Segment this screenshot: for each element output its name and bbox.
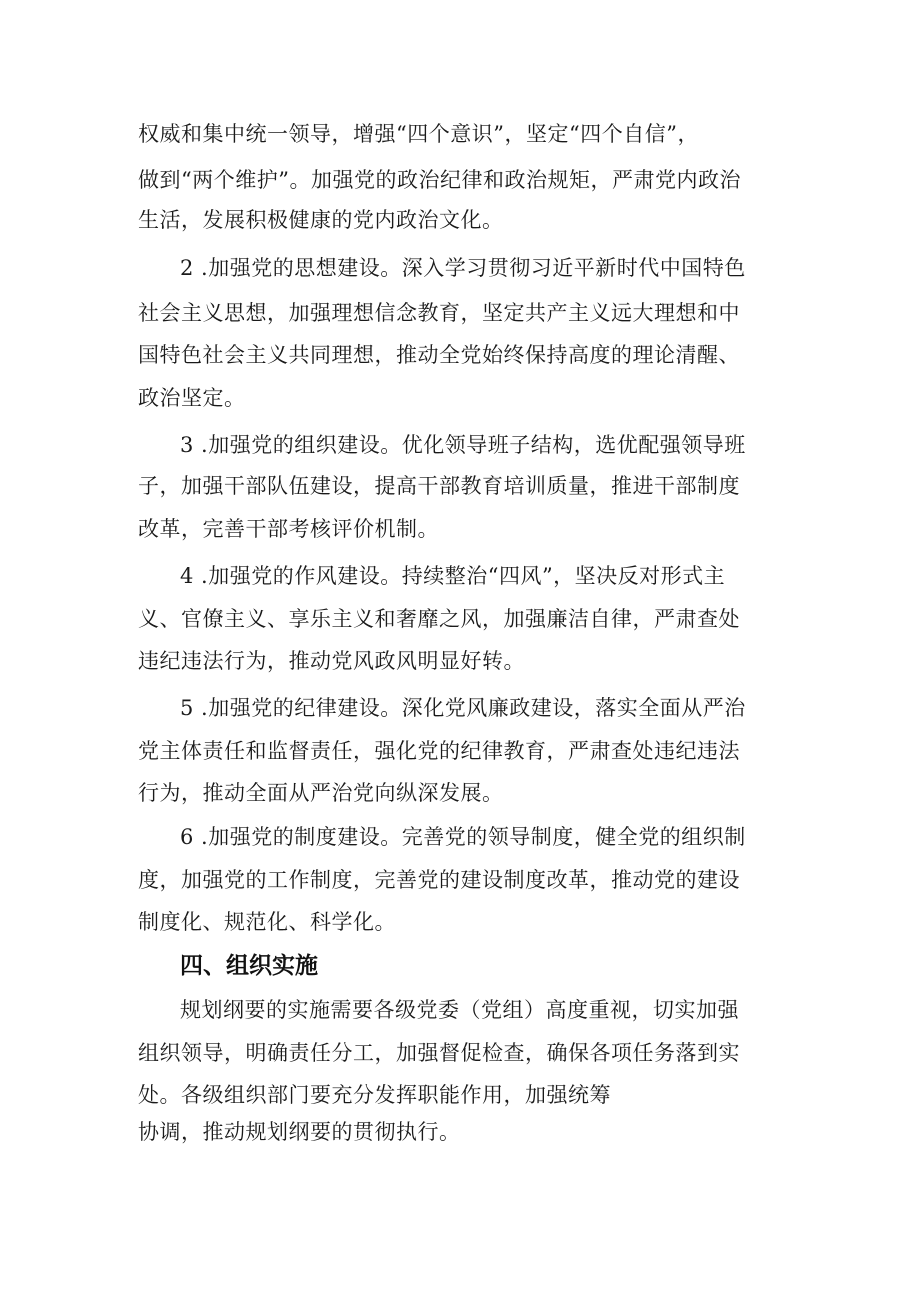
- text-line: 国特色社会主义共同理想，推动全党始终保持高度的理论清醒、: [138, 343, 740, 367]
- text-line: 权威和集中统一领导，增强“四个意识”，坚定“四个自信”，: [138, 122, 699, 146]
- text-line: 生活，发展积极健康的党内政治文化。: [138, 208, 504, 232]
- text-line: 做到“两个维护”。加强党的政治纪律和政治规矩，严肃党内政治: [138, 168, 741, 192]
- paragraph-4-start: 4 .加强党的作风建设。持续整治“四风”，坚决反对形式主: [180, 564, 726, 588]
- text-line: 制度化、规范化、科学化。: [138, 910, 396, 934]
- text-line: 协调，推动规划纲要的贯彻执行。: [138, 1120, 461, 1144]
- text-line: 组织领导，明确责任分工，加强督促检查，确保各项任务落到实: [138, 1041, 740, 1065]
- paragraph-3-start: 3 .加强党的组织建设。优化领导班子结构，选优配强领导班: [180, 433, 746, 457]
- text-line: 义、官僚主义、享乐主义和奢靡之风，加强廉洁自律，严肃查处: [138, 607, 740, 631]
- text-line: 党主体责任和监督责任，强化党的纪律教育，严肃查处违纪违法: [138, 739, 740, 763]
- text-line: 行为，推动全面从严治党向纵深发展。: [138, 781, 504, 805]
- text-line: 社会主义思想，加强理想信念教育，坚定共产主义远大理想和中: [138, 301, 740, 325]
- text-line: 度，加强党的工作制度，完善党的建设制度改革，推动党的建设: [138, 868, 740, 892]
- paragraph-5-start: 5 .加强党的纪律建设。深化党风廉政建设，落实全面从严治: [180, 696, 746, 720]
- paragraph-2-start: 2 .加强党的思想建设。深入学习贯彻习近平新时代中国特色: [180, 256, 746, 280]
- section-heading: 四、组织实施: [180, 953, 318, 979]
- text-line: 处。各级组织部门要充分发挥职能作用，加强统筹: [138, 1083, 611, 1107]
- text-line: 子，加强干部队伍建设，提高干部教育培训质量，推进干部制度: [138, 474, 740, 498]
- paragraph-6-start: 6 .加强党的制度建设。完善党的领导制度，健全党的组织制: [180, 825, 746, 849]
- closing-paragraph-start: 规划纲要的实施需要各级党委（党组）高度重视，切实加强: [180, 998, 739, 1022]
- text-line: 改革，完善干部考核评价机制。: [138, 517, 439, 541]
- text-line: 政治坚定。: [138, 386, 246, 410]
- text-line: 违纪违法行为，推动党风政风明显好转。: [138, 649, 525, 673]
